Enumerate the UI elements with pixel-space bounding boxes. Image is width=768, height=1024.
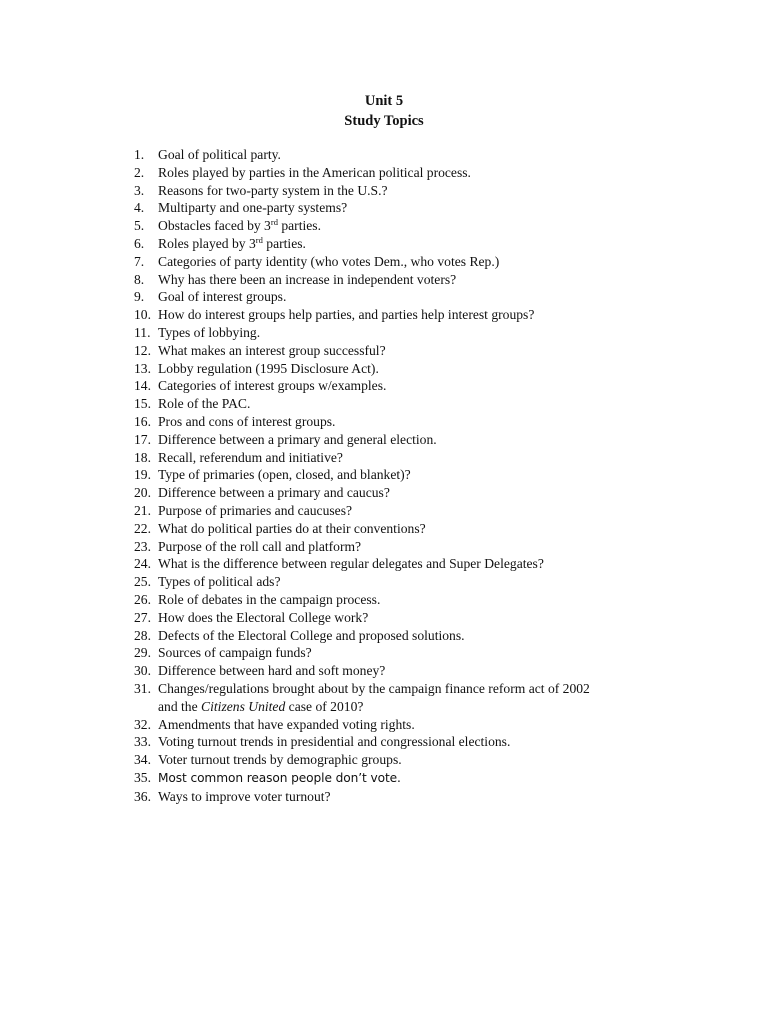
- item-text: Voting turnout trends in presidential and congressional elections.: [158, 734, 511, 750]
- item-text: [158, 218, 321, 233]
- item-text: Pros and cons of interest groups.: [158, 413, 336, 429]
- item-text: Categories of party identity (who votes Dem., who votes Rep.): [158, 253, 500, 269]
- list-item: [134, 182, 654, 200]
- item-text-pre: Changes/regulations brought about by the campaign finance reform act of 2002 and the: [158, 680, 590, 714]
- item-text: Categories of interest groups w/examples.: [158, 378, 387, 394]
- item-text-pre: Roles played by 3: [158, 235, 256, 251]
- item-number: 23.: [134, 538, 151, 554]
- list-item: [134, 164, 654, 182]
- item-number: 19.: [134, 467, 151, 483]
- page-title: Study Topics: [344, 113, 424, 129]
- list-item: [134, 484, 654, 502]
- list-item: [134, 502, 654, 520]
- list-item: [134, 360, 654, 378]
- list-item: [134, 627, 654, 645]
- list-item: [134, 680, 654, 716]
- study-topics-list: [134, 146, 654, 805]
- item-number: 11.: [134, 324, 151, 340]
- list-item: [134, 769, 654, 788]
- item-text: Difference between a primary and caucus?: [158, 485, 390, 501]
- item-text: Goal of political party.: [158, 147, 281, 162]
- item-number: 34.: [134, 752, 151, 768]
- list-item: [134, 520, 654, 538]
- list-item: [134, 253, 654, 271]
- item-text: Types of lobbying.: [158, 324, 261, 340]
- list-item: [134, 466, 654, 484]
- list-item: [134, 217, 654, 235]
- item-number: 13.: [134, 360, 151, 376]
- list-item: [134, 288, 654, 306]
- item-number: 27.: [134, 609, 151, 625]
- item-text: [158, 236, 306, 251]
- item-number: 31.: [134, 680, 151, 696]
- item-text: How does the Electoral College work?: [158, 609, 369, 625]
- item-number: 15.: [134, 396, 151, 412]
- list-item: [134, 199, 654, 217]
- item-number: 16.: [134, 413, 151, 429]
- item-number: 36.: [134, 788, 151, 804]
- item-text: Amendments that have expanded voting rights.: [158, 716, 415, 732]
- item-text: Purpose of the roll call and platform?: [158, 538, 362, 554]
- item-number: 24.: [134, 556, 151, 572]
- list-item: [134, 609, 654, 627]
- item-text: Type of primaries (open, closed, and blanket)?: [158, 467, 411, 483]
- item-text: What makes an interest group successful?: [158, 342, 386, 358]
- item-text: Recall, referendum and initiative?: [158, 449, 343, 465]
- item-text: How do interest groups help parties, and parties help interest groups?: [158, 307, 535, 323]
- item-text: Multiparty and one-party systems?: [158, 200, 348, 216]
- ordinal-suffix: rd: [270, 217, 278, 228]
- item-number: 12.: [134, 342, 151, 358]
- item-number: 7.: [134, 253, 145, 269]
- list-item: [134, 591, 654, 609]
- item-text: Reasons for two-party system in the U.S.?: [158, 182, 388, 198]
- item-text: What is the difference between regular delegates and Super Delegates?: [158, 556, 544, 572]
- item-text: Ways to improve voter turnout?: [158, 788, 331, 804]
- item-text: Role of the PAC.: [158, 396, 251, 412]
- item-text: Most common reason people don’t vote.: [158, 770, 401, 785]
- list-item: [134, 431, 654, 449]
- item-text-post: parties.: [277, 218, 321, 234]
- unit-title: Unit 5: [364, 93, 404, 109]
- list-item: [134, 342, 654, 360]
- item-number: 32.: [134, 716, 151, 732]
- item-number: 18.: [134, 449, 151, 465]
- item-text: Lobby regulation (1995 Disclosure Act).: [158, 360, 379, 376]
- item-number: 17.: [134, 431, 151, 447]
- item-text: Roles played by parties in the American political process.: [158, 164, 471, 180]
- list-item: [134, 146, 654, 164]
- item-number: 8.: [134, 271, 145, 287]
- ordinal-suffix: rd: [255, 234, 263, 245]
- item-number: 3.: [134, 182, 145, 198]
- item-number: 30.: [134, 663, 151, 679]
- list-item: [134, 271, 654, 289]
- item-number: 5.: [134, 218, 145, 234]
- list-item: [134, 644, 654, 662]
- list-item: [134, 306, 654, 324]
- list-item: [134, 538, 654, 556]
- item-text-post: parties.: [262, 235, 306, 251]
- item-text: Defects of the Electoral College and proposed solutions.: [158, 627, 465, 643]
- list-item: [134, 377, 654, 395]
- list-item: [134, 573, 654, 591]
- list-item: [134, 395, 654, 413]
- item-text: Types of political ads?: [158, 574, 281, 590]
- item-number: 14.: [134, 378, 151, 394]
- item-number: 10.: [134, 307, 151, 323]
- item-text: Role of debates in the campaign process.: [158, 591, 381, 607]
- item-number: 28.: [134, 627, 151, 643]
- list-item: [134, 751, 654, 769]
- list-item: [134, 733, 654, 751]
- item-text: Difference between a primary and general election.: [158, 431, 437, 447]
- item-number: 6.: [134, 235, 145, 251]
- list-item: [134, 555, 654, 573]
- item-text: Voter turnout trends by demographic groups.: [158, 752, 402, 768]
- list-item: [134, 662, 654, 680]
- item-number: 2.: [134, 164, 145, 180]
- list-item: [134, 324, 654, 342]
- item-text: Why has there been an increase in independent voters?: [158, 271, 457, 287]
- list-item: [134, 716, 654, 734]
- case-name: Citizens United: [201, 698, 286, 714]
- list-item: [134, 788, 654, 806]
- item-number: 4.: [134, 200, 145, 216]
- item-number: 25.: [134, 574, 151, 590]
- item-number: 21.: [134, 502, 151, 518]
- item-text-post: case of 2010?: [285, 698, 364, 714]
- list-item: [134, 449, 654, 467]
- item-text: Sources of campaign funds?: [158, 645, 312, 661]
- list-item: [134, 235, 654, 253]
- item-text: What do political parties do at their conventions?: [158, 520, 426, 536]
- item-text: Difference between hard and soft money?: [158, 663, 386, 679]
- item-text-pre: Obstacles faced by 3: [158, 218, 271, 234]
- item-text: [158, 681, 590, 714]
- item-number: 26.: [134, 591, 151, 607]
- item-text: Goal of interest groups.: [158, 289, 287, 305]
- item-number: 29.: [134, 645, 151, 661]
- item-number: 1.: [134, 147, 145, 162]
- item-number: 33.: [134, 734, 151, 750]
- item-number: 20.: [134, 485, 151, 501]
- item-number: 9.: [134, 289, 145, 305]
- item-text: Purpose of primaries and caucuses?: [158, 502, 353, 518]
- list-item: [134, 413, 654, 431]
- item-number: 22.: [134, 520, 151, 536]
- item-number: 35.: [134, 769, 151, 785]
